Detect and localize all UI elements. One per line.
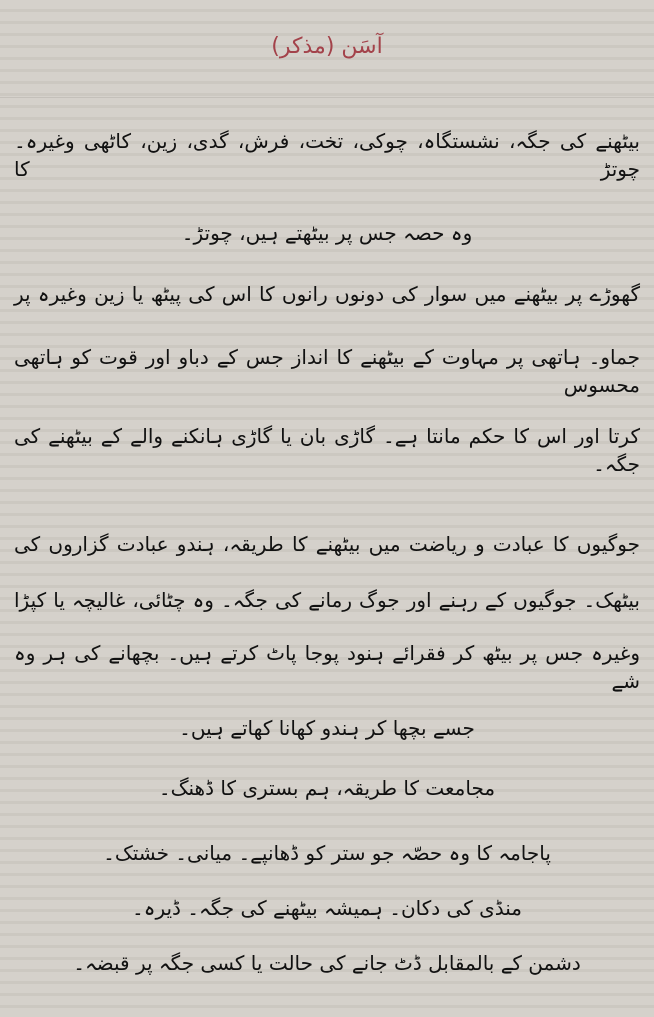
definition-line: بیٹھک۔ جوگیوں کے رہنے اور جوگ رمانے کی جگہ۔ وہ چٹائی، غالیچہ یا کپڑا bbox=[14, 588, 640, 612]
entry-title: آسَن (مذکر) bbox=[271, 34, 383, 59]
definition-line: وغیرہ جس پر بیٹھ کر فقرائے ہنود پوجا پاٹ کرتے ہیں۔ بچھانے کی ہر وہ شے bbox=[14, 641, 640, 693]
definition-line: کرتا اور اس کا حکم مانتا ہے۔ گاڑی بان یا گاڑی ہانکنے والے کے بیٹھنے کی جگہ۔ bbox=[14, 424, 640, 476]
definition-line: جماو۔ ہاتھی پر مہاوت کے بیٹھنے کا انداز جس کے دباو اور قوت کو ہاتھی محسوس bbox=[14, 345, 640, 397]
definition-line: وہ حصہ جس پر بیٹھتے ہیں، چوتڑ۔ bbox=[181, 221, 473, 245]
definition-line: پاجامہ کا وہ حصّہ جو ستر کو ڈھانپے۔ میانی۔ خشتک۔ bbox=[103, 841, 551, 865]
definition-line: منڈی کی دکان۔ ہمیشہ بیٹھنے کی جگہ۔ ڈیرہ۔ bbox=[132, 896, 522, 920]
definition-line: مجامعت کا طریقہ، ہم بستری کا ڈھنگ۔ bbox=[158, 776, 496, 800]
definition-line: جسے بچھا کر ہندو کھانا کھاتے ہیں۔ bbox=[179, 716, 475, 740]
definition-line: جوگیوں کا عبادت و ریاضت میں بیٹھنے کا طریقہ، ہندو عبادت گزاروں کی bbox=[14, 532, 640, 556]
definition-body bbox=[0, 98, 654, 1017]
definition-line: گھوڑے پر بیٹھنے میں سوار کی دونوں رانوں کا اس کی پیٹھ یا زین وغیرہ پر bbox=[14, 282, 640, 306]
definition-line: بیٹھنے کی جگہ، نشستگاہ، چوکی، تخت، فرش، گدی، زین، کاٹھی وغیرہ۔ چوتڑ کا bbox=[14, 129, 640, 181]
header bbox=[0, 0, 654, 98]
definition-line: دشمن کے بالمقابل ڈٹ جانے کی حالت یا کسی جگہ پر قبضہ۔ bbox=[73, 951, 581, 975]
